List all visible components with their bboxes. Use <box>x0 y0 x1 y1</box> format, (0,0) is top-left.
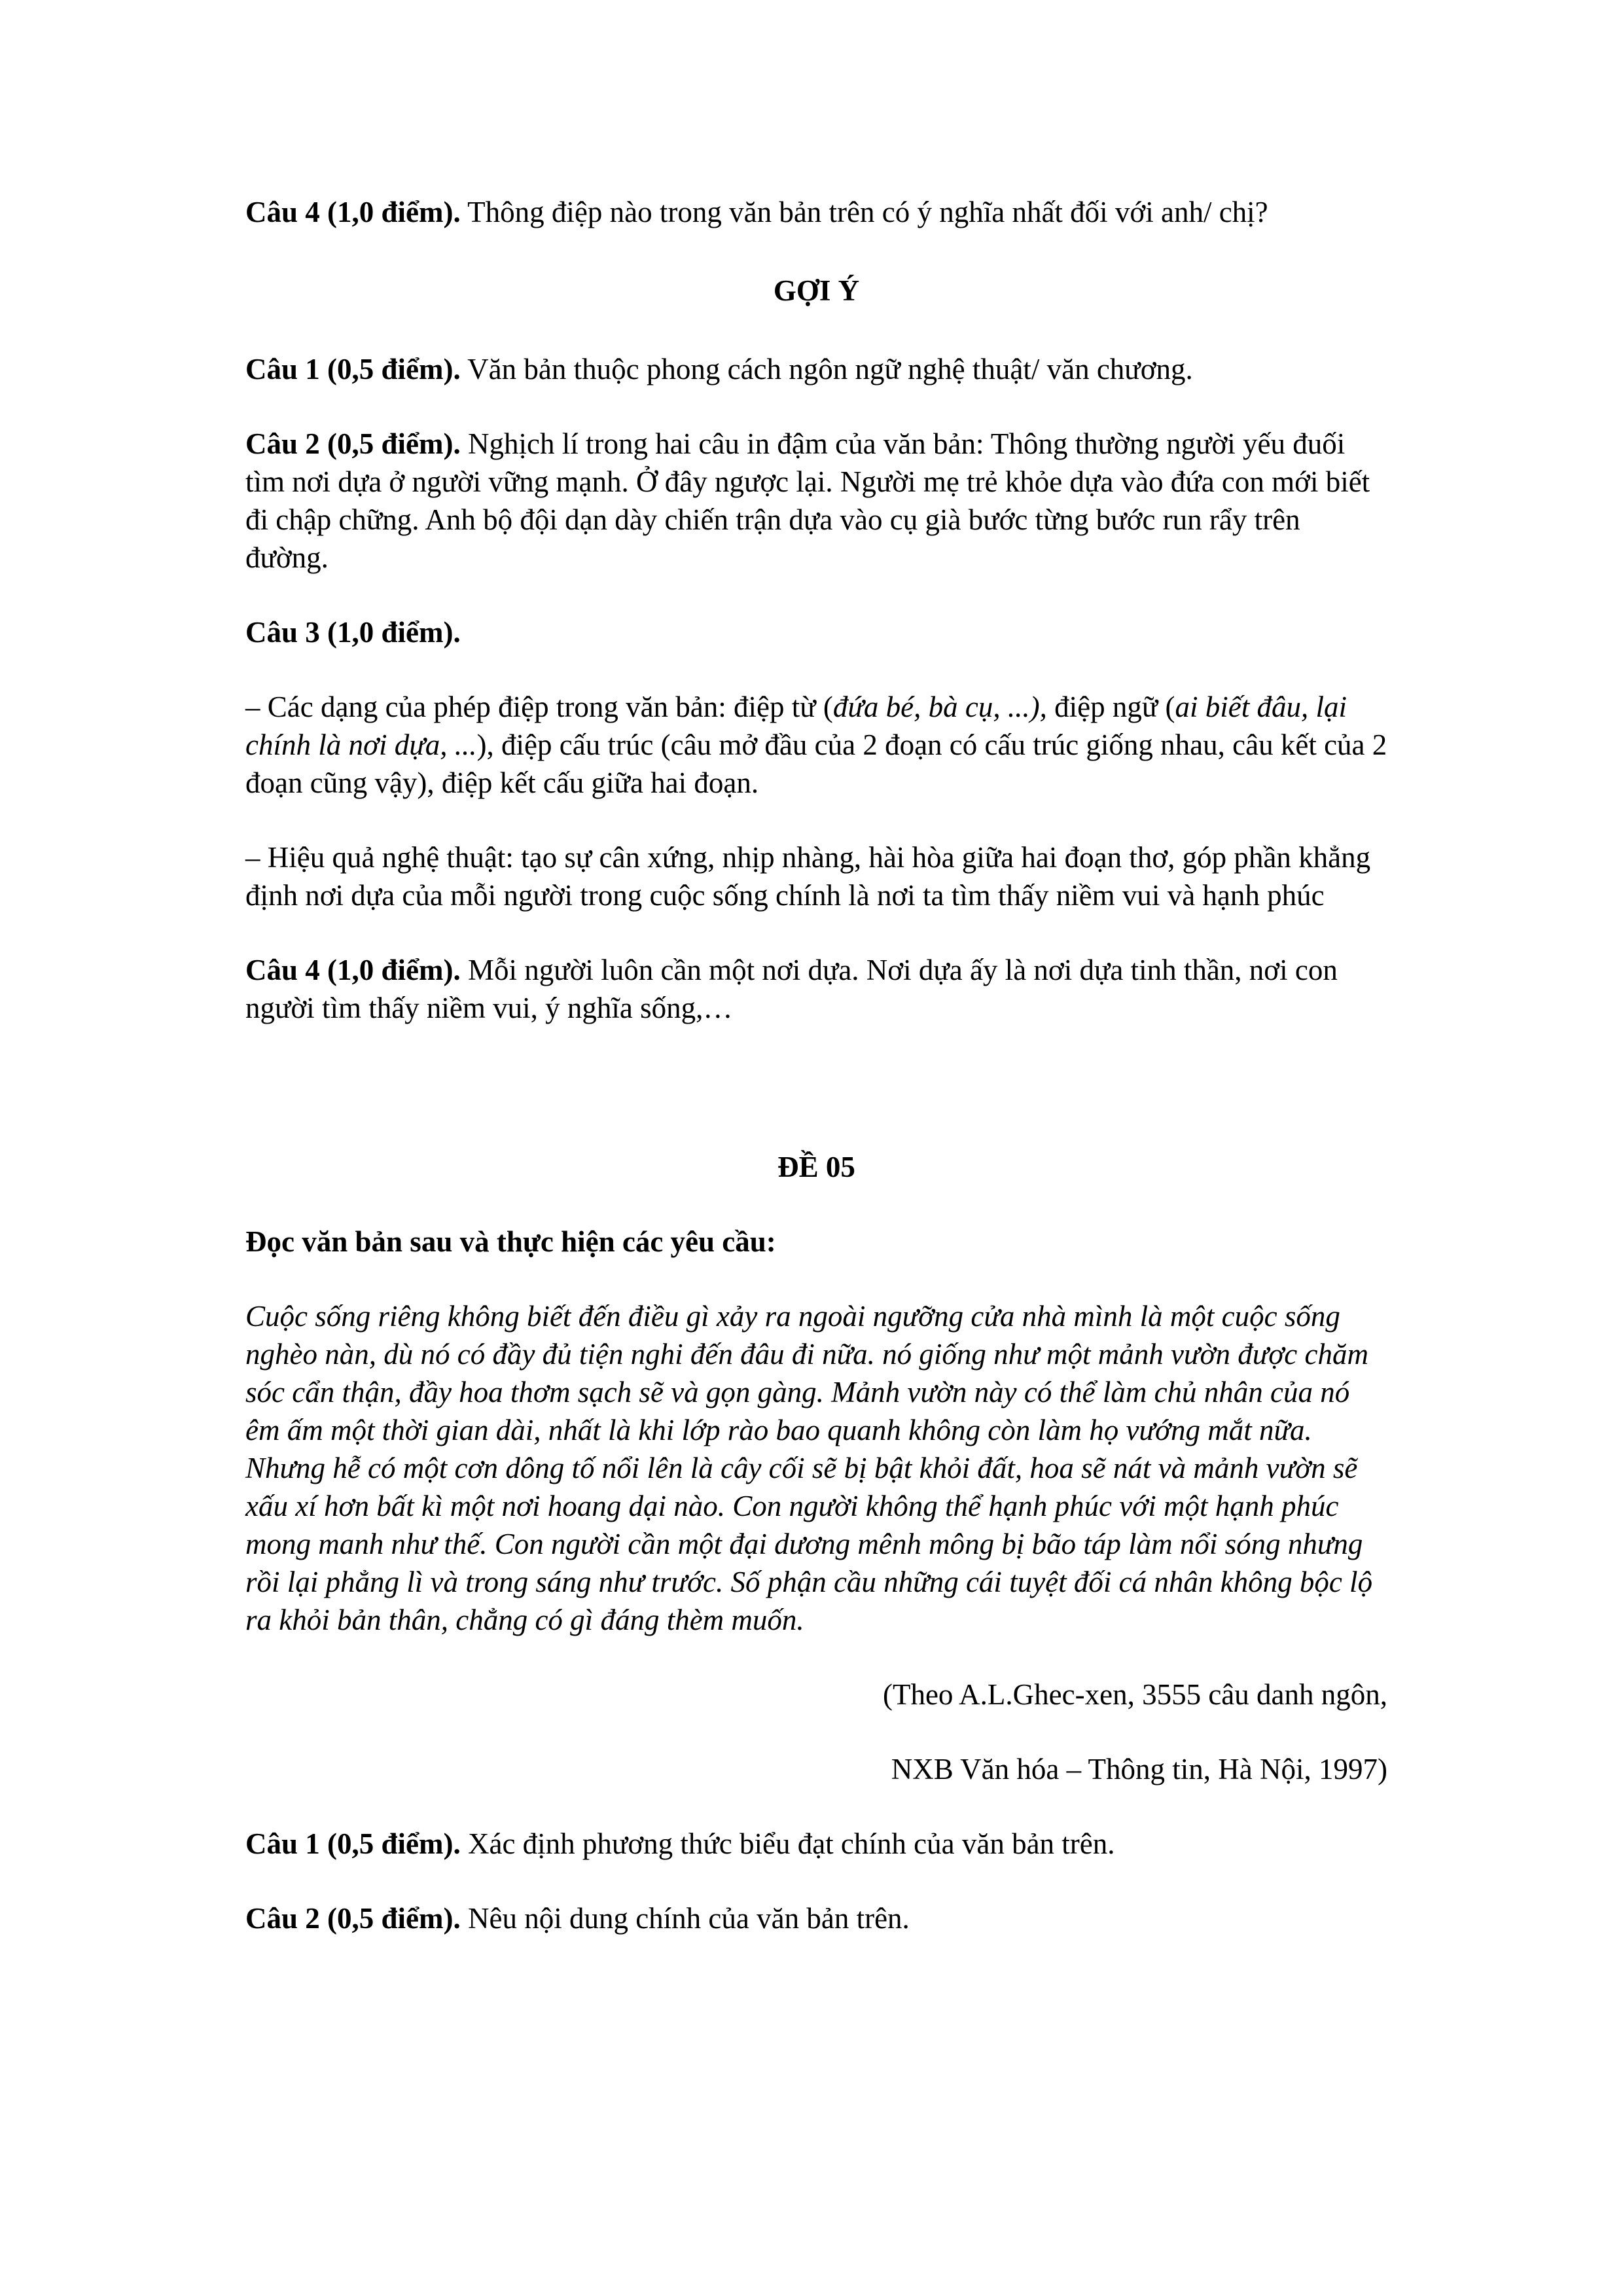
reading-passage: Cuộc sống riêng không biết đến điều gì xảy ra ngoài ngưỡng cửa nhà mình là một cuộc sống nghèo nàn, dù nó có đầy đủ tiện nghi đến đâu đi nữa. nó giống như một mảnh vườn được chăm sóc cẩn thận, đầy hoa thơm sạch sẽ và gọn gàng. Mảnh vườn này có thể làm chủ nhân của nó êm ấm một thời gian dài, nhất là khi lớp rào bao quanh không còn làm họ vướng mắt nữa. Nhưng hễ có một cơn dông tố nổi lên là cây cối sẽ bị bật khỏi đất, hoa sẽ nát và mảnh vườn sẽ xấu xí hơn bất kì một nơi hoang dại nào. Con người không thể hạnh phúc với một hạnh phúc mong manh như thế. Con người cần một đại dương mênh mông bị bão táp làm nổi sóng nhưng rồi lại phẳng lì và trong sáng như trước. Số phận cầu những cái tuyệt đối cá nhân không bộc lộ ra khỏi bản thân, chẳng có gì đáng thèm muốn. <box>245 1300 1373 1636</box>
question-label: Câu 1 (0,5 điểm). <box>245 1827 461 1860</box>
question-label: Câu 4 (1,0 điểm). <box>245 196 461 228</box>
bullet-text: ), điệp cấu trúc (câu mở đầu của 2 đoạn có cấu trúc giống nhau, câu kết của 2 đoạn cũng vậy), điệp kết cấu giữa hai đoạn. <box>245 728 1387 799</box>
answer-question-1 <box>245 350 1387 388</box>
answer-question-4 <box>245 951 1387 1027</box>
bullet-text: điệp ngữ ( <box>1046 691 1175 723</box>
answer-label: Câu 1 (0,5 điểm). <box>245 353 461 386</box>
answer-question-3 <box>245 613 1387 651</box>
answer-label: Câu 3 (1,0 điểm). <box>245 616 461 649</box>
exam-question-2 <box>245 1899 1387 1937</box>
bullet-italic-text: đứa bé, bà cụ, ...), <box>832 691 1047 723</box>
document-page <box>245 193 1387 1937</box>
answer-text: Nghịch lí trong hai câu in đậm của văn bản: Thông thường người yếu đuối tìm nơi dựa ở người vững mạnh. Ở đây ngược lại. Người mẹ trẻ khỏe dựa vào đứa con mới biết đi chập chững. Anh bộ đội dạn dày chiến trận dựa vào cụ già bước từng bước run rẩy trên đường. <box>245 427 1370 574</box>
answer-label: Câu 4 (1,0 điểm). <box>245 954 461 986</box>
de-05-heading: ĐỀ 05 <box>777 1151 855 1183</box>
answer-question-2 <box>245 425 1387 577</box>
answer-text: Văn bản thuộc phong cách ngôn ngữ nghệ thuật/ văn chương. <box>460 353 1193 386</box>
answer-3-bullet-1 <box>245 688 1387 802</box>
question-text: Thông điệp nào trong văn bản trên có ý nghĩa nhất đối với anh/ chị? <box>460 196 1268 228</box>
question-label: Câu 2 (0,5 điểm). <box>245 1902 461 1935</box>
top-question-4 <box>245 193 1387 231</box>
source-citation-line-1: (Theo A.L.Ghec-xen, 3555 câu danh ngôn, <box>882 1678 1387 1711</box>
question-text: Xác định phương thức biểu đạt chính của văn bản trên. <box>460 1827 1115 1860</box>
answer-text: Mỗi người luôn cần một nơi dựa. Nơi dựa ấy là nơi dựa tinh thần, nơi con người tìm thấy niềm vui, ý nghĩa sống,… <box>245 954 1338 1024</box>
reading-instruction <box>245 1223 1387 1261</box>
answer-3-bullet-2: – Hiệu quả nghệ thuật: tạo sự cân xứng, nhịp nhàng, hài hòa giữa hai đoạn thơ, góp phần khẳng định nơi dựa của mỗi người trong cuộc sống chính là nơi ta tìm thấy niềm vui và hạnh phúc <box>245 841 1371 912</box>
question-text: Nêu nội dung chính của văn bản trên. <box>460 1902 910 1935</box>
bullet-text: – Các dạng của phép điệp trong văn bản: điệp từ ( <box>245 691 833 723</box>
bullet-italic-text: ai biết đâu, lại chính là nơi dựa, ... <box>245 691 1347 761</box>
goi-y-heading: GỢI Ý <box>773 274 860 307</box>
instruction-text: Đọc văn bản sau và thực hiện các yêu cầu: <box>245 1225 776 1258</box>
answer-label: Câu 2 (0,5 điểm). <box>245 427 461 460</box>
exam-question-1 <box>245 1825 1387 1863</box>
source-citation-line-2: NXB Văn hóa – Thông tin, Hà Nội, 1997) <box>891 1753 1387 1785</box>
